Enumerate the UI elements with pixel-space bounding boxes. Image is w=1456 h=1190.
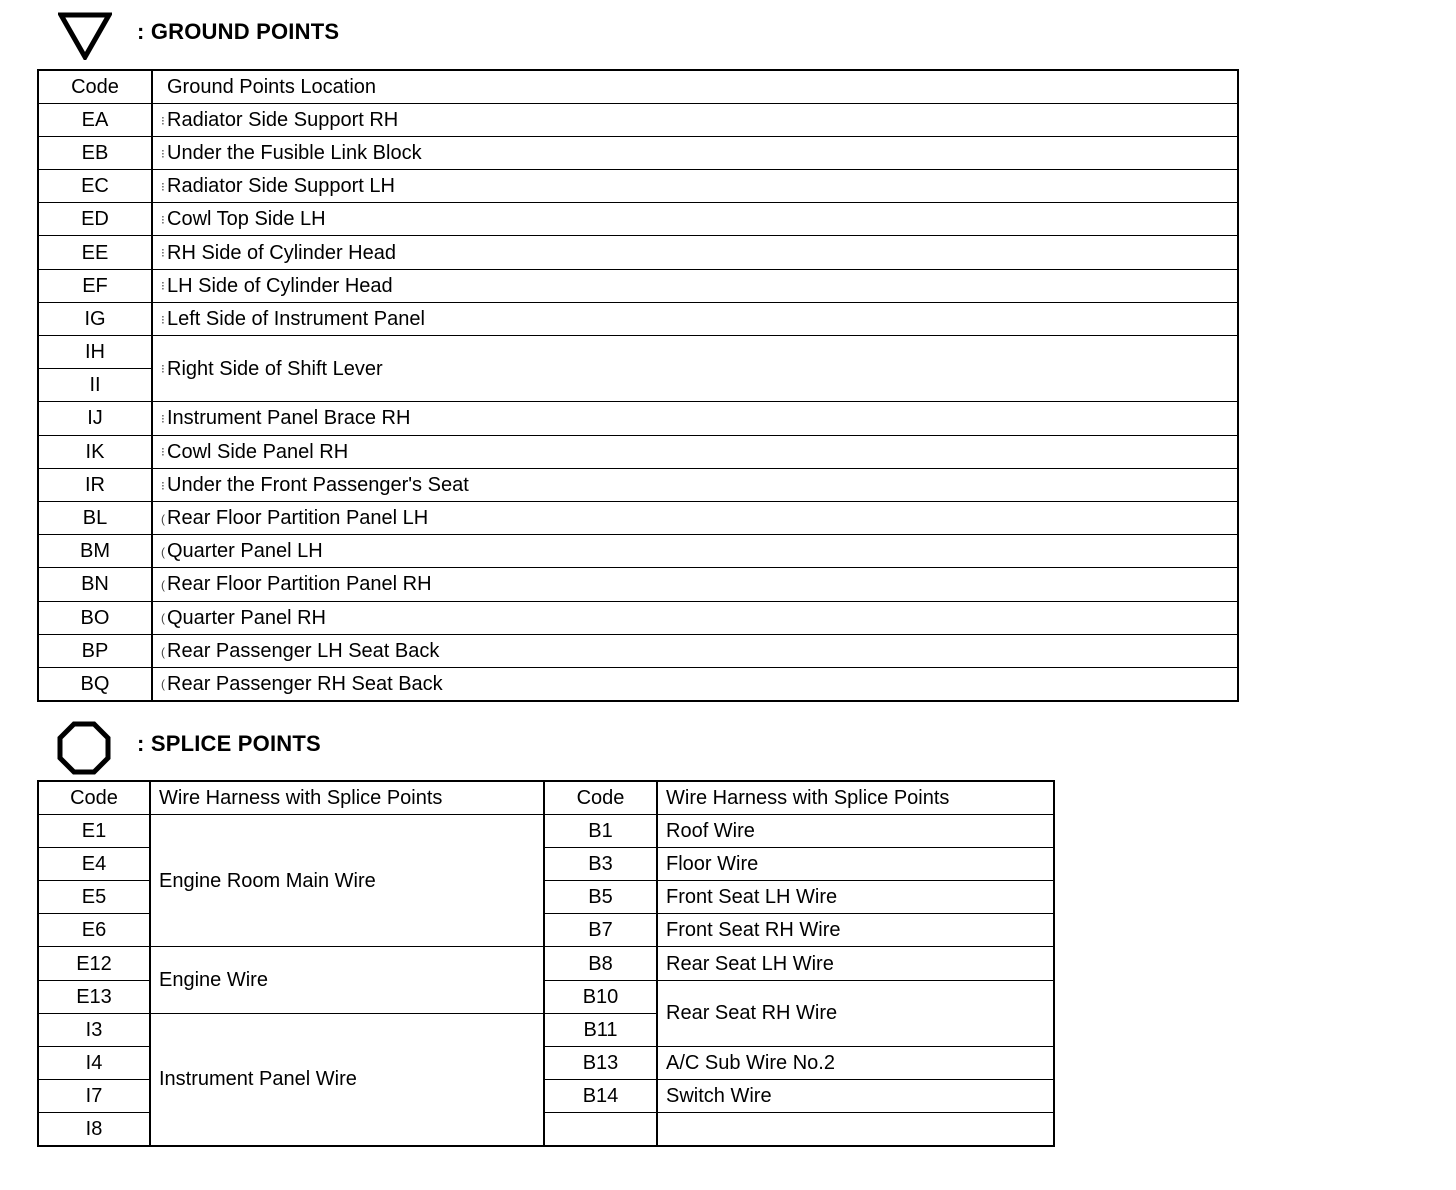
splice-harness: Rear Seat RH Wire — [657, 980, 1054, 1046]
ground-points-heading: : GROUND POINTS — [137, 19, 340, 44]
tick-mark-icon: ⁝ — [161, 362, 165, 377]
splice-code: B3 — [544, 847, 657, 880]
splice-code: E6 — [38, 914, 150, 947]
ground-location: ( Rear Floor Partition Panel LH — [152, 501, 1238, 534]
splice-code: E13 — [38, 980, 150, 1013]
splice-code: I8 — [38, 1113, 150, 1146]
splice-code: B7 — [544, 914, 657, 947]
ground-code: IH — [38, 336, 152, 369]
ground-code: EF — [38, 269, 152, 302]
table-row — [38, 302, 1238, 335]
table-row — [38, 103, 1238, 136]
splice-harness: Switch Wire — [657, 1080, 1054, 1113]
tick-mark-icon: ⁝ — [161, 179, 165, 194]
tick-mark-icon: ( — [161, 511, 165, 526]
tick-mark-icon: ⁝ — [161, 445, 165, 460]
ground-location: ⁝ Cowl Top Side LH — [152, 203, 1238, 236]
tick-mark-icon: ( — [161, 677, 165, 692]
tick-mark-icon: ⁝ — [161, 113, 165, 128]
ground-location: ⁝ Cowl Side Panel RH — [152, 435, 1238, 468]
column-header-harness: Wire Harness with Splice Points — [150, 781, 544, 814]
ground-code: BM — [38, 535, 152, 568]
table-header-row — [38, 70, 1238, 103]
table-row — [38, 236, 1238, 269]
splice-harness: A/C Sub Wire No.2 — [657, 1047, 1054, 1080]
octagon-icon — [56, 721, 112, 780]
triangle-down-icon — [58, 12, 112, 65]
splice-code: B8 — [544, 947, 657, 980]
ground-location: ⁝ Under the Front Passenger's Seat — [152, 468, 1238, 501]
table-row — [38, 501, 1238, 534]
splice-harness: Front Seat RH Wire — [657, 914, 1054, 947]
ground-location: ⁝ RH Side of Cylinder Head — [152, 236, 1238, 269]
table-row — [38, 170, 1238, 203]
splice-code: I4 — [38, 1047, 150, 1080]
splice-harness — [657, 1113, 1054, 1146]
table-row — [38, 601, 1238, 634]
splice-harness: Front Seat LH Wire — [657, 881, 1054, 914]
ground-code: IR — [38, 468, 152, 501]
splice-points-table — [37, 780, 1055, 1147]
tick-mark-icon: ( — [161, 578, 165, 593]
table-row — [38, 634, 1238, 667]
tick-mark-icon: ( — [161, 544, 165, 559]
table-row — [38, 435, 1238, 468]
splice-code: E4 — [38, 847, 150, 880]
splice-code: B11 — [544, 1013, 657, 1046]
splice-code: E1 — [38, 814, 150, 847]
ground-code: ED — [38, 203, 152, 236]
ground-code: BO — [38, 601, 152, 634]
ground-location: ( Rear Passenger RH Seat Back — [152, 667, 1238, 700]
table-row — [38, 568, 1238, 601]
ground-location: ( Quarter Panel LH — [152, 535, 1238, 568]
tick-mark-icon: ⁝ — [161, 279, 165, 294]
ground-code: IG — [38, 302, 152, 335]
splice-harness: Floor Wire — [657, 847, 1054, 880]
table-row — [38, 468, 1238, 501]
table-row — [38, 269, 1238, 302]
table-row — [38, 667, 1238, 700]
ground-location: ⁝ Under the Fusible Link Block — [152, 136, 1238, 169]
splice-code: E12 — [38, 947, 150, 980]
splice-harness: Rear Seat LH Wire — [657, 947, 1054, 980]
tick-mark-icon: ⁝ — [161, 213, 165, 228]
ground-code: EE — [38, 236, 152, 269]
ground-location: ⁝ Instrument Panel Brace RH — [152, 402, 1238, 435]
tick-mark-icon: ⁝ — [161, 146, 165, 161]
table-row — [38, 336, 1238, 369]
ground-location: ⁝ Radiator Side Support LH — [152, 170, 1238, 203]
ground-location: ( Quarter Panel RH — [152, 601, 1238, 634]
splice-code: B10 — [544, 980, 657, 1013]
splice-harness: Engine Wire — [150, 947, 544, 1013]
column-header-code: Code — [38, 781, 150, 814]
tick-mark-icon: ⁝ — [161, 312, 165, 327]
splice-harness: Engine Room Main Wire — [150, 814, 544, 947]
splice-code — [544, 1113, 657, 1146]
column-header-location: Ground Points Location — [152, 70, 1238, 103]
ground-location: ⁝ Right Side of Shift Lever — [152, 336, 1238, 402]
splice-code: I7 — [38, 1080, 150, 1113]
splice-code: B13 — [544, 1047, 657, 1080]
table-row — [38, 203, 1238, 236]
table-row — [38, 947, 1054, 980]
ground-code: EA — [38, 103, 152, 136]
column-header-harness: Wire Harness with Splice Points — [657, 781, 1054, 814]
ground-code: IJ — [38, 402, 152, 435]
splice-code: B1 — [544, 814, 657, 847]
table-header-row — [38, 781, 1054, 814]
ground-code: EB — [38, 136, 152, 169]
ground-code: BQ — [38, 667, 152, 700]
table-row — [38, 535, 1238, 568]
tick-mark-icon: ⁝ — [161, 412, 165, 427]
splice-harness: Instrument Panel Wire — [150, 1013, 544, 1146]
ground-code: II — [38, 369, 152, 402]
splice-harness: Roof Wire — [657, 814, 1054, 847]
splice-code: E5 — [38, 881, 150, 914]
splice-points-heading: : SPLICE POINTS — [137, 731, 321, 756]
column-header-code: Code — [544, 781, 657, 814]
column-header-code: Code — [38, 70, 152, 103]
ground-location: ⁝ Left Side of Instrument Panel — [152, 302, 1238, 335]
ground-code: BP — [38, 634, 152, 667]
tick-mark-icon: ⁝ — [161, 246, 165, 261]
tick-mark-icon: ( — [161, 644, 165, 659]
ground-location: ⁝ Radiator Side Support RH — [152, 103, 1238, 136]
ground-points-table — [37, 69, 1239, 702]
ground-location: ( Rear Floor Partition Panel RH — [152, 568, 1238, 601]
table-row — [38, 402, 1238, 435]
ground-code: BL — [38, 501, 152, 534]
ground-location: ⁝ LH Side of Cylinder Head — [152, 269, 1238, 302]
table-row — [38, 136, 1238, 169]
ground-code: IK — [38, 435, 152, 468]
table-row — [38, 814, 1054, 847]
ground-code: BN — [38, 568, 152, 601]
splice-code: B14 — [544, 1080, 657, 1113]
tick-mark-icon: ⁝ — [161, 478, 165, 493]
ground-code: EC — [38, 170, 152, 203]
splice-code: I3 — [38, 1013, 150, 1046]
tick-mark-icon: ( — [161, 611, 165, 626]
ground-location: ( Rear Passenger LH Seat Back — [152, 634, 1238, 667]
splice-code: B5 — [544, 881, 657, 914]
